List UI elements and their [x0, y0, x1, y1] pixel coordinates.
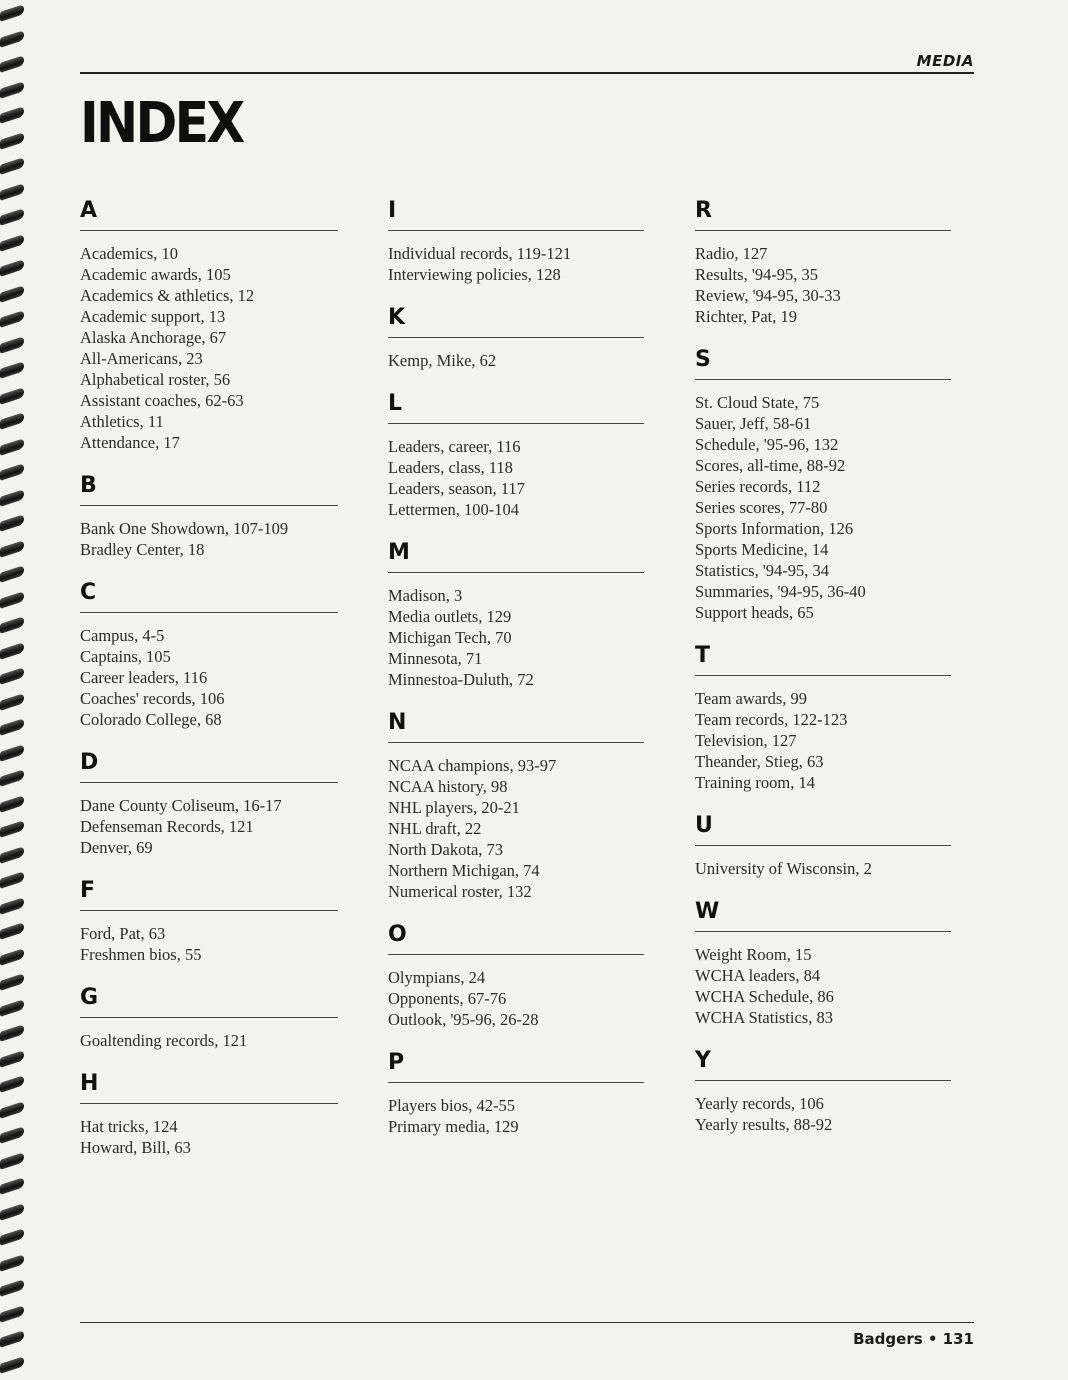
index-entry: Theander, Stieg, 63: [695, 752, 824, 771]
spiral-coil: [0, 310, 24, 328]
spiral-coil: [0, 1254, 24, 1272]
letter-heading: Y: [695, 1040, 951, 1081]
index-entry: Training room, 14: [695, 773, 815, 792]
index-entry: Goaltending records, 121: [80, 1031, 248, 1050]
group-spacer: [695, 879, 955, 891]
index-entry: Individual records, 119-121: [388, 244, 572, 263]
spiral-coil: [0, 285, 24, 303]
group-spacer: [388, 285, 648, 297]
group-spacer: [80, 453, 340, 465]
letter-group: [695, 339, 955, 635]
index-entry: Results, '94-95, 35: [695, 265, 819, 284]
index-entry: Interviewing policies, 128: [388, 265, 561, 284]
letter-group: [80, 977, 340, 1063]
letter-heading: K: [388, 297, 644, 338]
index-entry: Primary media, 129: [388, 1117, 519, 1136]
index-column-2: [388, 190, 648, 1149]
spiral-coil: [0, 820, 24, 838]
letter-heading: H: [80, 1063, 338, 1104]
spiral-coil: [0, 259, 24, 277]
spiral-coil: [0, 208, 24, 226]
letter-heading: A: [80, 190, 338, 231]
letter-heading: G: [80, 977, 338, 1018]
index-entry: Colorado College, 68: [80, 710, 222, 729]
index-entry: Coaches' records, 106: [80, 689, 225, 708]
spiral-coil: [0, 361, 24, 379]
letter-heading: P: [388, 1042, 644, 1083]
letter-heading: R: [695, 190, 951, 231]
spiral-coil: [0, 438, 24, 456]
letter-group: [80, 870, 340, 977]
index-entry: Howard, Bill, 63: [80, 1138, 191, 1157]
spiral-coil: [0, 81, 24, 99]
spiral-coil: [0, 1228, 24, 1246]
spiral-binding: [0, 0, 26, 1380]
index-entry: University of Wisconsin, 2: [695, 859, 872, 878]
index-entry: Radio, 127: [695, 244, 768, 263]
spiral-coil: [0, 1126, 24, 1144]
index-entry: Team awards, 99: [695, 689, 808, 708]
group-spacer: [80, 1158, 340, 1170]
index-entry: Series scores, 77-80: [695, 498, 828, 517]
spiral-coil: [0, 1279, 24, 1297]
letter-group: [80, 190, 340, 465]
spiral-coil: [0, 183, 24, 201]
spiral-coil: [0, 132, 24, 150]
letter-group: [695, 891, 955, 1040]
index-entry: Athletics, 11: [80, 412, 164, 431]
index-entry: Academics, 10: [80, 244, 179, 263]
index-entry: Academic support, 13: [80, 307, 226, 326]
index-entry: St. Cloud State, 75: [695, 393, 820, 412]
index-entry: Kemp, Mike, 62: [388, 351, 497, 370]
group-spacer: [80, 965, 340, 977]
index-entry: Yearly results, 88-92: [695, 1115, 833, 1134]
page-title: INDEX: [80, 91, 243, 156]
group-spacer: [695, 1028, 955, 1040]
group-spacer: [695, 793, 955, 805]
index-entry: Academic awards, 105: [80, 265, 231, 284]
index-entry: WCHA Statistics, 83: [695, 1008, 833, 1027]
letter-heading: T: [695, 635, 951, 676]
group-spacer: [80, 1051, 340, 1063]
letter-group: [80, 1063, 340, 1170]
spiral-coil: [0, 387, 24, 405]
letter-heading: M: [388, 532, 644, 573]
index-entry: Alaska Anchorage, 67: [80, 328, 227, 347]
index-entry: Northern Michigan, 74: [388, 861, 540, 880]
spiral-coil: [0, 514, 24, 532]
letter-heading: L: [388, 383, 644, 424]
group-spacer: [388, 1030, 648, 1042]
group-spacer: [388, 371, 648, 383]
index-entry: WCHA leaders, 84: [695, 966, 821, 985]
index-entry: Hat tricks, 124: [80, 1117, 178, 1136]
index-entry: Leaders, season, 117: [388, 479, 525, 498]
spiral-coil: [0, 463, 24, 481]
spiral-coil: [0, 795, 24, 813]
spiral-coil: [0, 1050, 24, 1068]
letter-heading: S: [695, 339, 951, 380]
index-entry: Dane County Coliseum, 16-17: [80, 796, 282, 815]
index-entry: Outlook, '95-96, 26-28: [388, 1010, 539, 1029]
spiral-coil: [0, 973, 24, 991]
index-entry: Bank One Showdown, 107-109: [80, 519, 289, 538]
spiral-coil: [0, 234, 24, 252]
letter-group: [695, 1040, 955, 1147]
header-rule: [80, 72, 974, 74]
group-spacer: [388, 520, 648, 532]
index-entry: Sports Information, 126: [695, 519, 854, 538]
index-column-3: [695, 190, 955, 1147]
group-spacer: [388, 902, 648, 914]
spiral-coil: [0, 744, 24, 762]
spiral-coil: [0, 1305, 24, 1323]
index-entry: Television, 127: [695, 731, 797, 750]
index-column-1: [80, 190, 340, 1170]
index-entry: Lettermen, 100-104: [388, 500, 520, 519]
index-entry: Summaries, '94-95, 36-40: [695, 582, 866, 601]
group-spacer: [80, 730, 340, 742]
spiral-coil: [0, 1177, 24, 1195]
spiral-coil: [0, 4, 24, 22]
index-entry: All-Americans, 23: [80, 349, 203, 368]
spiral-coil: [0, 412, 24, 430]
section-label: MEDIA: [916, 52, 974, 70]
letter-group: [695, 805, 955, 891]
index-entry: Series records, 112: [695, 477, 821, 496]
index-entry: Sauer, Jeff, 58-61: [695, 414, 812, 433]
index-entry: Bradley Center, 18: [80, 540, 205, 559]
letter-heading: I: [388, 190, 644, 231]
index-entry: Academics & athletics, 12: [80, 286, 255, 305]
index-entry: Players bios, 42-55: [388, 1096, 515, 1115]
index-entry: Opponents, 67-76: [388, 989, 507, 1008]
index-entry: Campus, 4-5: [80, 626, 165, 645]
group-spacer: [80, 560, 340, 572]
spiral-coil: [0, 1356, 24, 1374]
index-entry: NCAA champions, 93-97: [388, 756, 557, 775]
group-spacer: [388, 690, 648, 702]
letter-group: [388, 190, 648, 297]
index-entry: Leaders, class, 118: [388, 458, 513, 477]
letter-heading: O: [388, 914, 644, 955]
spiral-coil: [0, 565, 24, 583]
spiral-coil: [0, 1203, 24, 1221]
letter-group: [695, 635, 955, 805]
index-entry: North Dakota, 73: [388, 840, 504, 859]
index-entry: Weight Room, 15: [695, 945, 812, 964]
index-entry: Media outlets, 129: [388, 607, 512, 626]
index-entry: WCHA Schedule, 86: [695, 987, 834, 1006]
spiral-coil: [0, 999, 24, 1017]
letter-heading: N: [388, 702, 644, 743]
index-entry: Minnesota, 71: [388, 649, 483, 668]
letter-group: [388, 297, 648, 383]
letter-heading: F: [80, 870, 338, 911]
group-spacer: [695, 623, 955, 635]
letter-group: [388, 1042, 648, 1149]
index-entry: NCAA history, 98: [388, 777, 508, 796]
spiral-coil: [0, 1152, 24, 1170]
letter-group: [388, 702, 648, 914]
index-entry: Career leaders, 116: [80, 668, 208, 687]
index-entry: Yearly records, 106: [695, 1094, 824, 1113]
index-entry: Olympians, 24: [388, 968, 486, 987]
spiral-coil: [0, 1024, 24, 1042]
letter-heading: W: [695, 891, 951, 932]
spiral-coil: [0, 871, 24, 889]
index-entry: Team records, 122-123: [695, 710, 848, 729]
index-entry: Defenseman Records, 121: [80, 817, 254, 836]
spiral-coil: [0, 157, 24, 175]
spiral-coil: [0, 948, 24, 966]
index-entry: Ford, Pat, 63: [80, 924, 166, 943]
spiral-coil: [0, 693, 24, 711]
letter-group: [80, 572, 340, 742]
index-entry: Richter, Pat, 19: [695, 307, 797, 326]
spiral-coil: [0, 846, 24, 864]
index-entry: Minnestoa-Duluth, 72: [388, 670, 534, 689]
spiral-coil: [0, 540, 24, 558]
spiral-coil: [0, 1101, 24, 1119]
group-spacer: [80, 858, 340, 870]
spiral-coil: [0, 897, 24, 915]
letter-group: [80, 742, 340, 870]
letter-heading: U: [695, 805, 951, 846]
group-spacer: [695, 1135, 955, 1147]
spiral-coil: [0, 616, 24, 634]
index-entry: Denver, 69: [80, 838, 153, 857]
spiral-coil: [0, 30, 24, 48]
letter-group: [695, 190, 955, 339]
spiral-coil: [0, 489, 24, 507]
index-entry: Scores, all-time, 88-92: [695, 456, 846, 475]
letter-heading: D: [80, 742, 338, 783]
spiral-coil: [0, 55, 24, 73]
spiral-coil: [0, 591, 24, 609]
letter-group: [80, 465, 340, 572]
letter-group: [388, 914, 648, 1042]
index-entry: Leaders, career, 116: [388, 437, 521, 456]
index-entry: Madison, 3: [388, 586, 463, 605]
letter-heading: B: [80, 465, 338, 506]
letter-group: [388, 532, 648, 702]
index-entry: Statistics, '94-95, 34: [695, 561, 830, 580]
spiral-coil: [0, 1330, 24, 1348]
letter-group: [388, 383, 648, 532]
spiral-coil: [0, 718, 24, 736]
spiral-coil: [0, 642, 24, 660]
group-spacer: [695, 327, 955, 339]
index-entry: Michigan Tech, 70: [388, 628, 512, 647]
spiral-coil: [0, 106, 24, 124]
index-entry: Attendance, 17: [80, 433, 180, 452]
footer-rule: [80, 1322, 974, 1323]
index-entry: Schedule, '95-96, 132: [695, 435, 839, 454]
index-entry: Captains, 105: [80, 647, 171, 666]
index-entry: Sports Medicine, 14: [695, 540, 829, 559]
page-footer: Badgers • 131: [853, 1330, 974, 1348]
spiral-coil: [0, 1075, 24, 1093]
index-entry: NHL draft, 22: [388, 819, 482, 838]
index-entry: Support heads, 65: [695, 603, 814, 622]
spiral-coil: [0, 667, 24, 685]
index-entry: Review, '94-95, 30-33: [695, 286, 841, 305]
letter-heading: C: [80, 572, 338, 613]
index-entry: Freshmen bios, 55: [80, 945, 202, 964]
index-entry: Alphabetical roster, 56: [80, 370, 231, 389]
spiral-coil: [0, 922, 24, 940]
index-entry: Numerical roster, 132: [388, 882, 532, 901]
index-entry: NHL players, 20-21: [388, 798, 520, 817]
spiral-coil: [0, 336, 24, 354]
group-spacer: [388, 1137, 648, 1149]
index-entry: Assistant coaches, 62-63: [80, 391, 244, 410]
spiral-coil: [0, 769, 24, 787]
